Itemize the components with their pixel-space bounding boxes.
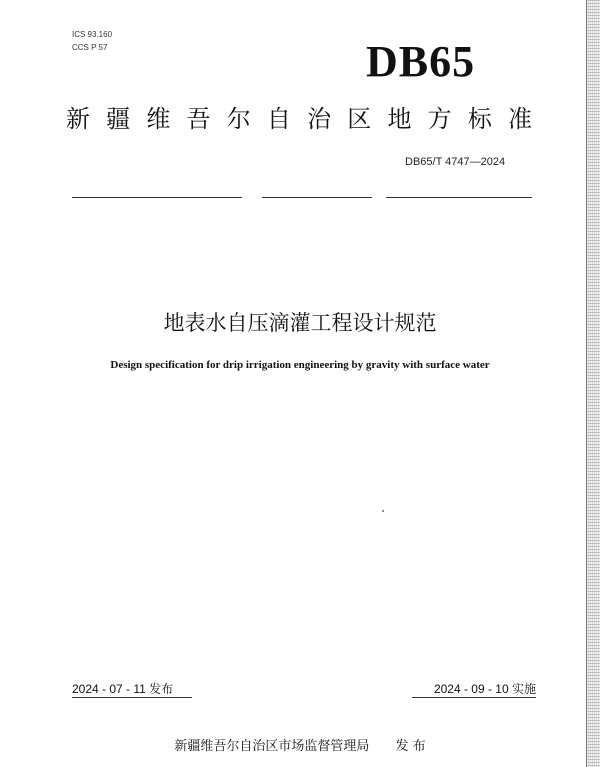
header-rule-left <box>72 197 242 198</box>
issuer-action: 发 布 <box>395 739 426 754</box>
classification-codes <box>72 28 112 54</box>
ccs-code: CCS P 57 <box>72 43 108 52</box>
implementation-date: 2024 - 09 - 10 实施 <box>433 682 536 696</box>
scan-speck <box>382 510 384 512</box>
footer-rule-left <box>72 697 192 698</box>
standard-type-heading: 新疆维吾尔自治区地方标准 <box>66 105 532 133</box>
standard-number: DB65/T 4747—2024 <box>405 156 506 168</box>
title-english: Design specification for drip irrigation engineering by gravity with surface water <box>110 359 490 371</box>
header-rule-right <box>386 197 532 198</box>
header-rule-middle <box>262 197 372 198</box>
issuing-authority <box>0 735 600 754</box>
issue-date: 2024 - 07 - 11 发布 <box>72 682 174 696</box>
scan-edge-artifact <box>586 0 600 767</box>
ics-code: ICS 93.160 <box>72 30 113 39</box>
db65-logo: DB65 <box>366 37 476 86</box>
footer-rule-right <box>412 697 536 698</box>
issuer-name: 新疆维吾尔自治区市场监督管理局 <box>174 739 370 754</box>
title-chinese: 地表水自压滴灌工程设计规范 <box>163 311 437 335</box>
